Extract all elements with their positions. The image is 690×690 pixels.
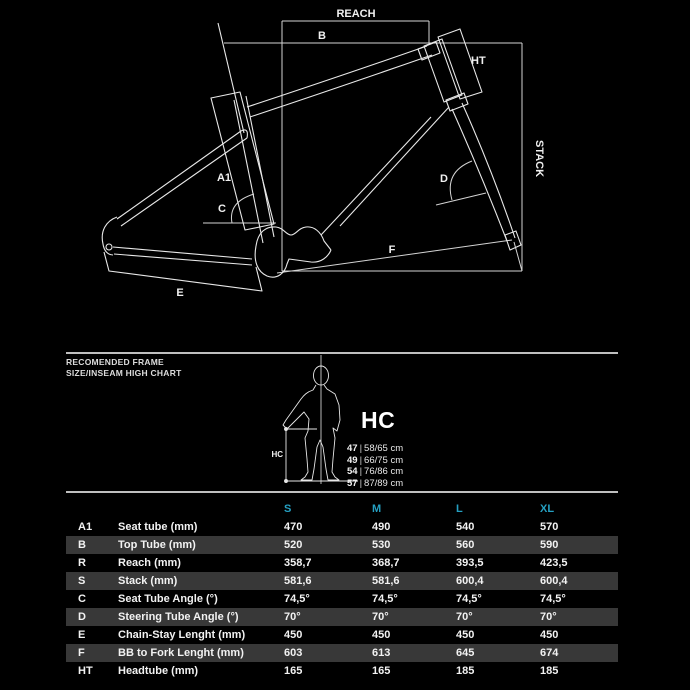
size-value: 54 bbox=[347, 466, 358, 478]
size-entry bbox=[347, 466, 403, 478]
row-code: A1 bbox=[78, 521, 93, 533]
b-label: B bbox=[318, 30, 326, 42]
value-xl: 450 bbox=[540, 629, 559, 641]
row-code: D bbox=[78, 611, 86, 623]
row-name: Stack (mm) bbox=[118, 575, 178, 587]
f-label: F bbox=[388, 244, 396, 256]
value-m: 368,7 bbox=[372, 557, 400, 569]
value-xl: 600,4 bbox=[540, 575, 568, 587]
inseam-range: 76/86 cm bbox=[364, 466, 404, 478]
size-chart-heading-line1: RECOMENDED FRAME bbox=[66, 357, 164, 367]
value-s: 520 bbox=[284, 539, 303, 551]
value-s: 603 bbox=[284, 647, 303, 659]
a1-label: A1 bbox=[216, 172, 232, 184]
value-s: 358,7 bbox=[284, 557, 312, 569]
reach-label: REACH bbox=[336, 8, 376, 20]
inseam-range: 58/65 cm bbox=[364, 443, 404, 454]
inseam-range: 87/89 cm bbox=[364, 477, 404, 489]
table-row bbox=[66, 626, 618, 644]
row-code: B bbox=[78, 539, 86, 551]
row-name: Headtube (mm) bbox=[118, 665, 199, 677]
separator: | bbox=[359, 466, 363, 478]
value-m: 165 bbox=[372, 665, 391, 677]
column-header-xl: XL bbox=[540, 503, 555, 515]
value-m: 581,6 bbox=[372, 575, 400, 587]
size-entry bbox=[347, 443, 403, 455]
value-s: 450 bbox=[284, 629, 303, 641]
stem-cap bbox=[418, 42, 440, 60]
row-code: S bbox=[78, 575, 86, 587]
separator: | bbox=[359, 477, 363, 489]
rear-dropout bbox=[102, 217, 117, 255]
value-l: 70° bbox=[456, 611, 473, 623]
size-value: 49 bbox=[347, 454, 358, 466]
value-xl: 70° bbox=[540, 611, 557, 623]
value-l: 74,5° bbox=[456, 593, 482, 605]
row-name: Seat tube (mm) bbox=[118, 521, 198, 533]
ht-label: HT bbox=[471, 55, 486, 67]
top-tube bbox=[247, 46, 432, 117]
hc-measure-top-dot bbox=[285, 428, 288, 431]
chain-stay bbox=[113, 247, 252, 265]
value-s: 581,6 bbox=[284, 575, 312, 587]
figure-body-outline bbox=[283, 385, 340, 480]
rear-axle bbox=[106, 244, 112, 250]
hc-measure-label: HC bbox=[271, 450, 283, 459]
value-l: 185 bbox=[456, 665, 475, 677]
d-label: D bbox=[440, 173, 448, 185]
separator: | bbox=[359, 454, 363, 466]
row-name: Steering Tube Angle (°) bbox=[118, 611, 239, 623]
separator: | bbox=[359, 443, 363, 454]
value-xl: 590 bbox=[540, 539, 559, 551]
motor-housing-top bbox=[256, 227, 331, 250]
head-tube bbox=[424, 39, 462, 102]
table-header-row bbox=[66, 501, 618, 517]
motor-housing-bottom bbox=[255, 246, 331, 277]
row-code: C bbox=[78, 593, 86, 605]
size-chart-entries bbox=[347, 443, 403, 489]
stack-label: STACK bbox=[533, 140, 545, 178]
c-label: C bbox=[218, 203, 226, 215]
value-s: 470 bbox=[284, 521, 303, 533]
value-s: 70° bbox=[284, 611, 301, 623]
diagram-labels bbox=[176, 8, 545, 299]
size-chart-title: HC bbox=[361, 407, 396, 433]
column-header-s: S bbox=[284, 503, 292, 515]
size-chart-heading-line2: SIZE/INSEAM HIGH CHART bbox=[66, 367, 182, 378]
value-l: 600,4 bbox=[456, 575, 484, 587]
table-row bbox=[66, 590, 618, 608]
value-m: 490 bbox=[372, 521, 391, 533]
value-xl: 674 bbox=[540, 647, 559, 659]
row-name: Chain-Stay Lenght (mm) bbox=[118, 629, 246, 641]
row-name: Top Tube (mm) bbox=[118, 539, 196, 551]
value-xl: 423,5 bbox=[540, 557, 568, 569]
value-l: 540 bbox=[456, 521, 475, 533]
hc-measure-bottom-dot bbox=[285, 480, 288, 483]
fork bbox=[452, 103, 515, 241]
size-entry bbox=[347, 478, 403, 490]
table-row bbox=[66, 554, 618, 572]
row-code: HT bbox=[78, 665, 93, 677]
value-l: 645 bbox=[456, 647, 475, 659]
value-m: 70° bbox=[372, 611, 389, 623]
row-name: Reach (mm) bbox=[118, 557, 181, 569]
row-code: E bbox=[78, 629, 86, 641]
value-m: 74,5° bbox=[372, 593, 398, 605]
size-chart-heading bbox=[66, 357, 182, 378]
value-s: 74,5° bbox=[284, 593, 310, 605]
e-label: E bbox=[176, 287, 184, 299]
bike-frame-drawing bbox=[102, 23, 521, 291]
value-xl: 74,5° bbox=[540, 593, 566, 605]
value-xl: 185 bbox=[540, 665, 559, 677]
size-entry bbox=[347, 455, 403, 467]
table-row bbox=[66, 518, 618, 536]
row-code: R bbox=[78, 557, 86, 569]
column-header-m: M bbox=[372, 503, 382, 515]
down-tube bbox=[321, 107, 449, 235]
value-l: 560 bbox=[456, 539, 475, 551]
row-code: F bbox=[78, 647, 85, 659]
seatpost-axis-line bbox=[218, 23, 244, 133]
size-value: 47 bbox=[347, 443, 358, 454]
value-s: 165 bbox=[284, 665, 303, 677]
size-value: 57 bbox=[347, 477, 358, 489]
value-m: 530 bbox=[372, 539, 391, 551]
column-header-l: L bbox=[456, 503, 463, 515]
row-name: Seat Tube Angle (°) bbox=[118, 593, 218, 605]
table-row bbox=[66, 572, 618, 590]
value-m: 450 bbox=[372, 629, 391, 641]
front-dropout bbox=[505, 231, 521, 250]
inseam-range: 66/75 cm bbox=[364, 454, 404, 466]
table-row bbox=[66, 662, 618, 680]
divider-table bbox=[66, 491, 618, 493]
value-m: 613 bbox=[372, 647, 391, 659]
value-xl: 570 bbox=[540, 521, 559, 533]
row-name: BB to Fork Lenght (mm) bbox=[118, 647, 244, 659]
table-row bbox=[66, 608, 618, 626]
value-l: 393,5 bbox=[456, 557, 484, 569]
table-row bbox=[66, 644, 618, 662]
value-l: 450 bbox=[456, 629, 475, 641]
table-row bbox=[66, 536, 618, 554]
